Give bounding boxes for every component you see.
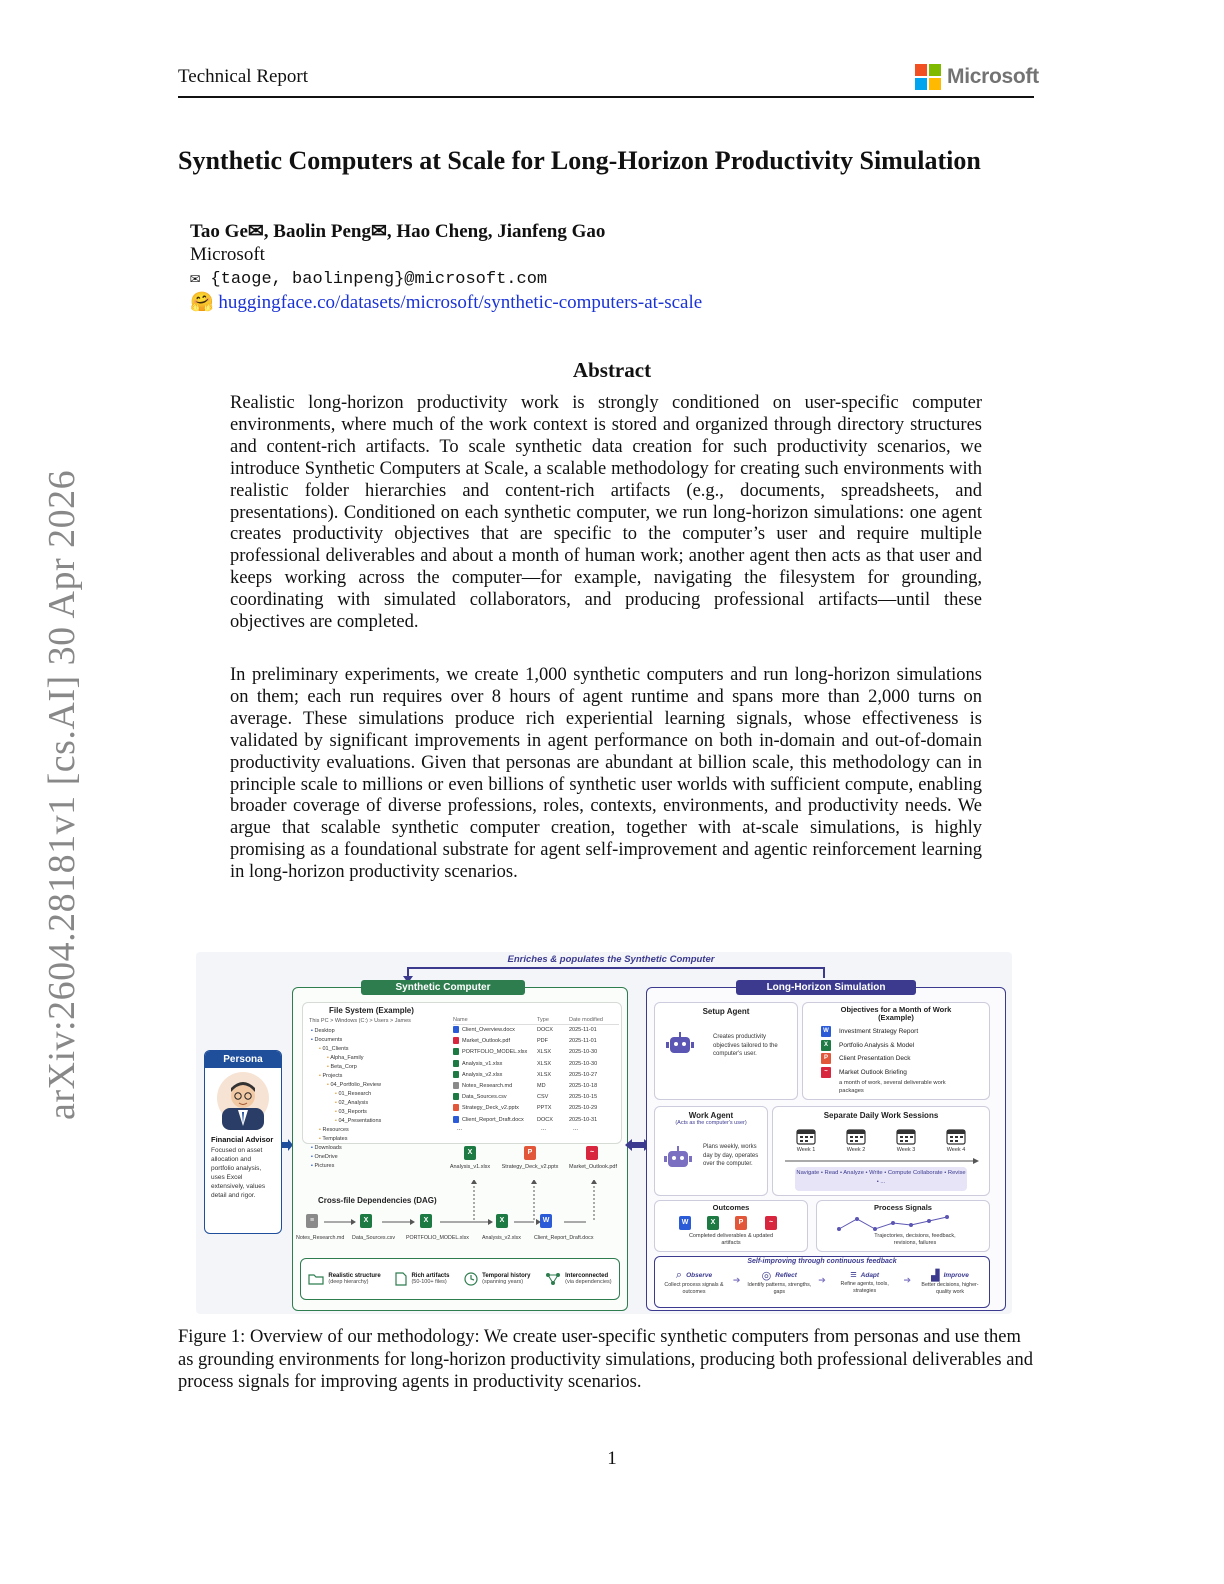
ellipsis-type: ...	[541, 1125, 547, 1132]
outcomes-title: Outcomes	[712, 1203, 750, 1212]
folder-icon: ▪	[319, 1073, 323, 1079]
paper-title: Synthetic Computers at Scale for Long-Horizon Productivity Simulation	[178, 146, 981, 175]
pdf-file-icon: ~	[765, 1216, 777, 1230]
file-type: XLSX	[537, 1049, 552, 1056]
file-row[interactable]	[453, 1103, 619, 1114]
file-type-icon	[453, 1048, 459, 1055]
feature-sub: (deep hierarchy)	[328, 1279, 369, 1285]
featured-file-name: Market_Outlook.pdf	[569, 1164, 617, 1170]
objectives-title: Objectives for a Month of Work (Example)	[840, 1005, 952, 1022]
file-type: PPTX	[537, 1105, 552, 1112]
file-type: MD	[537, 1083, 546, 1090]
folder-name: Projects	[322, 1073, 343, 1079]
calendar-icon	[946, 1127, 966, 1145]
sessions-title: Separate Daily Work Sessions	[823, 1111, 939, 1120]
file-table	[453, 1017, 619, 1132]
work-agent-desc: Plans weekly, works day by day, operates over the computer.	[703, 1144, 759, 1167]
folder-icon: ▪	[319, 1046, 323, 1052]
abstract-paragraph-1: Realistic long-horizon productivity work is strongly conditioned on user-specific computer environments, where much of the work context is stored and organized through directory structures and content-rich artifacts. To scale synthetic data creation for such productivity scenarios, we introduce Synthetic Computers at Scale, a scalable methodology for creating such environments with realistic folder hierarchies and content-rich artifacts (e.g., documents, spreadsheets, and presentations). Conditioned on each synthetic computer, we run long-horizon simulations: one agent creates productivity objectives that are specific to the computer’s user and require multiple professional deliverables and about a month of human work; another agent then acts as that user and keeps working across the computer—for example, navigating the filesystem for grounding, coordinating with simulated collaborators, and producing professional artifacts—until these objectives are completed.	[230, 393, 982, 633]
week-label: Week 1	[796, 1147, 816, 1153]
folder-name: Beta_Corp	[330, 1064, 357, 1070]
folder-name: 01_Clients	[322, 1046, 349, 1052]
week-label: Week 4	[946, 1147, 966, 1153]
week-label: Week 2	[846, 1147, 866, 1153]
dag-file-label: Client_Report_Draft.docx	[534, 1235, 594, 1241]
file-date: 2025-10-30	[569, 1049, 598, 1056]
folder-tree	[311, 1027, 451, 1171]
folder-name: 04_Portfolio_Review	[330, 1082, 381, 1088]
folder-icon: ▪	[319, 1136, 323, 1142]
file-name: Data_Sources.csv	[462, 1094, 507, 1101]
enrich-label: Enriches & populates the Synthetic Computer	[496, 954, 726, 965]
loop-step-desc: Better decisions, higher-quality work	[921, 1282, 979, 1295]
folder-tree-item[interactable]	[311, 1045, 451, 1054]
objectives-list	[821, 1025, 918, 1079]
clock-icon	[464, 1272, 478, 1286]
abstract-heading: Abstract	[572, 358, 652, 382]
header-rule	[178, 96, 1034, 98]
loop-steps	[659, 1269, 985, 1296]
folder-name: Documents	[314, 1037, 343, 1043]
folder-icon: ▪	[335, 1118, 339, 1124]
folder-icon: ▪	[311, 1028, 315, 1034]
folder-icon: ▪	[327, 1064, 331, 1070]
feature-sub: (via dependencies)	[565, 1279, 612, 1285]
file-date: 2025-10-29	[569, 1105, 598, 1112]
file-date: 2025-10-27	[569, 1071, 598, 1078]
folder-tree-item[interactable]	[311, 1036, 451, 1045]
persona-card	[204, 1050, 282, 1234]
outcomes-desc: Completed deliverables & updated artifacts	[688, 1233, 774, 1246]
powerpoint-file-icon: P	[735, 1216, 747, 1230]
file-type: DOCX	[537, 1116, 553, 1123]
week-item	[896, 1127, 916, 1153]
calendar-icon	[846, 1127, 866, 1145]
powerpoint-file-icon: P	[524, 1146, 536, 1160]
file-type: XLSX	[537, 1060, 552, 1067]
objective-label: Client Presentation Deck	[839, 1055, 911, 1063]
week-label: Week 3	[896, 1147, 916, 1153]
setup-agent-card	[654, 1002, 798, 1100]
windows-squares-icon	[915, 64, 941, 90]
loop-step	[830, 1269, 900, 1296]
magnifier-icon: ⌕	[675, 1269, 683, 1281]
file-date: 2025-10-31	[569, 1116, 598, 1123]
week-item	[796, 1127, 816, 1153]
author-list: Tao Ge✉, Baolin Peng✉, Hao Cheng, Jianfeng Gao	[190, 221, 606, 242]
file-date: 2025-10-15	[569, 1094, 598, 1101]
persona-role: Financial Advisor	[211, 1135, 274, 1144]
folder-tree-item[interactable]	[311, 1144, 451, 1153]
file-type-icon	[453, 1093, 459, 1100]
ellipsis-name: ...	[457, 1125, 463, 1132]
file-name: Market_Outlook.pdf	[462, 1038, 510, 1045]
folder-tree-item[interactable]	[311, 1117, 451, 1126]
dataset-link[interactable]: 🤗 huggingface.co/datasets/microsoft/synthetic-computers-at-scale	[190, 292, 703, 313]
file-name: Client_Overview.docx	[462, 1027, 515, 1033]
folder-icon: ▪	[311, 1037, 315, 1043]
deliverable-file-icon: X	[821, 1040, 831, 1051]
objective-item	[821, 1066, 918, 1080]
objective-item	[821, 1039, 918, 1053]
affiliation: Microsoft	[190, 244, 265, 265]
file-type-icon	[453, 1026, 459, 1033]
robot-icon	[663, 1145, 693, 1171]
file-ellipsis-row	[453, 1126, 619, 1132]
contact-email[interactable]: ✉ {taoge, baolinpeng}@microsoft.com	[190, 270, 548, 289]
file-row[interactable]	[453, 1025, 619, 1036]
file-date: 2025-11-01	[569, 1027, 597, 1033]
path-breadcrumb: This PC > Windows (C:) > Users > James	[309, 1018, 411, 1024]
folder-name: 03_Reports	[338, 1109, 367, 1115]
csv-file-icon: X	[360, 1214, 372, 1228]
synthetic-computer-header: Synthetic Computer	[361, 980, 525, 995]
word-file-icon: W	[679, 1216, 691, 1230]
feature-title: Rich artifacts	[411, 1273, 450, 1279]
deliverable-file-icon: W	[821, 1026, 831, 1037]
folder-name: 01_Research	[338, 1091, 372, 1097]
objectives-note: a month of work, several deliverable work packages	[839, 1080, 946, 1094]
file-row[interactable]	[453, 1092, 619, 1103]
folder-name: Alpha_Family	[330, 1055, 364, 1061]
week-item	[846, 1127, 866, 1153]
sessions-card	[772, 1106, 990, 1196]
file-name: Strategy_Deck_v2.pptx	[462, 1105, 519, 1112]
featured-file-name: Analysis_v1.xlsx	[449, 1164, 491, 1170]
actions-list: Navigate • Read • Analyze • Write • Compute Collaborate • Revise • ...	[795, 1167, 967, 1191]
loop-step-desc: Identify patterns, strengths, gaps	[747, 1282, 812, 1295]
file-system-window	[302, 1002, 622, 1169]
word-report-file-icon: W	[540, 1214, 552, 1228]
calendar-icon	[796, 1127, 816, 1145]
page-number: 1	[607, 1448, 617, 1469]
file-type-icon	[453, 1116, 459, 1123]
featured-files	[448, 1144, 620, 1184]
objective-label: Investment Strategy Report	[839, 1028, 919, 1036]
week-row	[781, 1127, 981, 1153]
growth-chart-icon: ▟	[931, 1270, 940, 1282]
file-type-icon	[453, 1037, 459, 1044]
file-row[interactable]	[453, 1036, 619, 1047]
loop-arrow-icon: ➔	[903, 1275, 912, 1285]
folder-tree-item[interactable]	[311, 1153, 451, 1162]
folder-name: Templates	[322, 1136, 348, 1142]
file-name: Client_Report_Draft.docx	[462, 1116, 524, 1123]
work-agent-card	[654, 1106, 768, 1196]
folder-name: 04_Presentations	[338, 1118, 382, 1124]
file-type-icon	[453, 1071, 459, 1078]
folder-icon: ▪	[335, 1091, 339, 1097]
folder-tree-item[interactable]	[311, 1081, 451, 1090]
loop-step	[744, 1269, 814, 1296]
week-item	[946, 1127, 966, 1153]
folder-name: Downloads	[314, 1145, 342, 1151]
folder-icon: ▪	[311, 1154, 315, 1160]
dag-title: Cross-file Dependencies (DAG)	[318, 1196, 437, 1205]
feature-title: Temporal history	[482, 1273, 531, 1279]
objective-item	[821, 1025, 918, 1039]
work-agent-sub: (Acts as the computer's user)	[675, 1120, 747, 1126]
folder-tree-item[interactable]	[311, 1090, 451, 1099]
file-type-icon	[453, 1060, 459, 1067]
folder-icon: ▪	[327, 1055, 331, 1061]
feature-sub: (spanning years)	[482, 1279, 524, 1285]
pdf-file-icon: ~	[586, 1146, 598, 1160]
file-name: PORTFOLIO_MODEL.xlsx	[462, 1049, 528, 1056]
loop-step-title: Improve	[943, 1272, 969, 1279]
folder-name: Desktop	[314, 1028, 335, 1034]
folder-tree-item[interactable]	[311, 1027, 451, 1036]
sliders-icon: ≡	[850, 1269, 857, 1281]
folder-tree-item[interactable]	[311, 1135, 451, 1144]
folder-icon: ▪	[311, 1145, 315, 1151]
file-type: PDF	[537, 1038, 548, 1045]
arxiv-stamp: arXiv:2604.28181v1 [cs.AI] 30 Apr 2026	[41, 469, 83, 1120]
setup-agent-desc: Creates productivity objectives tailored to the computer's user.	[713, 1034, 778, 1057]
loop-step-desc: Refine agents, tools, strategies	[840, 1281, 889, 1294]
folder-name: 02_Analysis	[338, 1100, 369, 1106]
folder-tree-item[interactable]	[311, 1063, 451, 1072]
file-type: CSV	[537, 1094, 549, 1101]
file-type-icon	[453, 1082, 459, 1089]
microsoft-logo	[915, 64, 1039, 90]
loop-title: Self-improving through continuous feedback	[747, 1258, 897, 1265]
folder-icon: ▪	[319, 1127, 323, 1133]
feature-interconnected	[545, 1272, 611, 1286]
feature-artifacts	[395, 1272, 449, 1286]
loop-step-desc: Collect process signals & outcomes	[664, 1282, 724, 1295]
objective-label: Market Outlook Briefing	[839, 1068, 907, 1076]
signals-title: Process Signals	[874, 1203, 932, 1212]
excel-file-icon: X	[707, 1216, 719, 1230]
feedback-loop-card	[654, 1256, 990, 1308]
work-agent-title: Work Agent	[688, 1111, 734, 1120]
persona-description: Focused on asset allocation and portfolio analysis, uses Excel extensively, values detail and rigor.	[211, 1147, 266, 1199]
folder-name: Resources	[322, 1127, 349, 1133]
loop-step	[915, 1269, 985, 1296]
feature-title: Realistic structure	[328, 1273, 381, 1279]
file-date: 2025-11-01	[569, 1038, 597, 1045]
figure-caption: Figure 1: Overview of our methodology: We create user-specific synthetic computers from personas and use them as grounding environments for long-horizon productivity simulations, producing both professional deliverables and process signals for improving agents in productivity scenarios.	[178, 1327, 1033, 1392]
folder-tree-item[interactable]	[311, 1099, 451, 1108]
dag-arrows	[296, 1180, 626, 1240]
feature-structure	[308, 1273, 380, 1285]
feature-title: Interconnected	[565, 1273, 609, 1279]
excel-file-icon: X	[464, 1146, 476, 1160]
folder-tree-item[interactable]	[311, 1162, 451, 1171]
file-row[interactable]	[453, 1115, 619, 1126]
file-name: Notes_Research.md	[462, 1083, 513, 1090]
folder-icon: ▪	[327, 1082, 331, 1088]
loop-step-title: Adapt	[860, 1271, 880, 1279]
file-row[interactable]	[453, 1047, 619, 1058]
objectives-card	[802, 1002, 990, 1100]
simulation-header: Long-Horizon Simulation	[736, 980, 916, 995]
loop-step	[659, 1269, 729, 1296]
file-row[interactable]	[453, 1081, 619, 1092]
loop-step-title: Observe	[686, 1272, 713, 1279]
folder-tree-item[interactable]	[311, 1126, 451, 1135]
financial-advisor-avatar-icon	[205, 1068, 281, 1130]
brain-icon: ◎	[761, 1270, 772, 1282]
file-system-title: File System (Example)	[329, 1006, 414, 1015]
ellipsis-date: ...	[573, 1125, 579, 1132]
overview-figure	[196, 952, 1012, 1314]
feature-sub: (50-100+ files)	[411, 1279, 447, 1285]
col-date: Date modified	[569, 1017, 603, 1023]
excel-analysis-file-icon: X	[496, 1214, 508, 1228]
signals-card	[816, 1200, 990, 1252]
dag-file-label: Notes_Research.md	[296, 1235, 345, 1241]
abstract-paragraph-2: In preliminary experiments, we create 1,000 synthetic computers and run long-horizon simulations on them; each run requires over 8 hours of agent runtime and spans more than 2,000 turns on average. These simulations produce rich experiential learning signals, whose effectiveness is validated by significant improvements in agent performance on both in-domain and out-of-domain productivity evaluations. Given that personas are abundant at billion scale, this methodology can in principle scale to millions or even billions of synthetic user worlds with sufficient compute, enabling broader coverage of diverse professions, roles, contexts, environments, and productivity needs. We argue that scalable synthetic computer creation, together with at-scale simulations, is highly promising as a foundational substrate for agent self-improvement and agentic reinforcement learning in long-horizon productivity scenarios.	[230, 665, 982, 883]
loop-arrow-icon: ➔	[818, 1275, 826, 1285]
file-date: 2025-10-18	[569, 1083, 598, 1090]
file-row[interactable]	[453, 1059, 619, 1070]
feature-strip	[300, 1258, 620, 1300]
dag-file-label: PORTFOLIO_MODEL.xlsx	[406, 1235, 469, 1241]
file-date: 2025-10-30	[569, 1060, 598, 1067]
outcomes-card	[654, 1200, 808, 1252]
file-name: Analysis_v1.xlsx	[462, 1060, 503, 1067]
excel-model-file-icon: X	[420, 1214, 432, 1228]
loop-step-title: Reflect	[775, 1272, 797, 1279]
calendar-icon	[896, 1127, 916, 1145]
dag-file-label: Analysis_v2.xlsx	[482, 1235, 521, 1241]
folder-name: OneDrive	[314, 1154, 338, 1160]
col-name: Name	[453, 1017, 468, 1023]
deliverable-file-icon: ~	[821, 1067, 831, 1078]
folder-name: Pictures	[314, 1163, 335, 1169]
col-type: Type	[537, 1017, 549, 1023]
signals-desc: Trajectories, decisions, feedback, revisions, failures	[874, 1233, 956, 1246]
folder-tree-item[interactable]	[311, 1054, 451, 1063]
file-type: DOCX	[537, 1027, 553, 1033]
setup-agent-title: Setup Agent	[702, 1007, 750, 1016]
dag-file-label: Data_Sources.csv	[352, 1235, 395, 1241]
folder-tree-item[interactable]	[311, 1108, 451, 1117]
logo-text: Microsoft	[947, 65, 1039, 88]
file-type-icon	[453, 1104, 459, 1111]
folder-tree-item[interactable]	[311, 1072, 451, 1081]
deliverable-file-icon: P	[821, 1053, 831, 1064]
signal-graph-icon	[835, 1213, 955, 1235]
folder-icon	[308, 1273, 324, 1285]
file-row[interactable]	[453, 1070, 619, 1081]
persona-header: Persona	[205, 1051, 281, 1068]
objective-label: Portfolio Analysis & Model	[839, 1041, 915, 1049]
folder-icon: ▪	[335, 1100, 339, 1106]
folder-icon: ▪	[311, 1163, 315, 1169]
feature-history	[464, 1272, 530, 1286]
robot-icon	[665, 1031, 695, 1057]
loop-arrow-icon: ➔	[732, 1275, 741, 1285]
featured-file-name: Strategy_Deck_v2.pptx	[501, 1164, 559, 1170]
objective-item	[821, 1052, 918, 1066]
folder-icon: ▪	[335, 1109, 339, 1115]
network-icon	[545, 1272, 561, 1286]
timeline-arrow	[783, 1157, 983, 1165]
file-type: XLSX	[537, 1071, 552, 1078]
file-name: Analysis_v2.xlsx	[462, 1071, 503, 1078]
document-icon	[395, 1272, 407, 1286]
markdown-file-icon: ≡	[306, 1214, 318, 1228]
running-header: Technical Report	[178, 66, 309, 87]
